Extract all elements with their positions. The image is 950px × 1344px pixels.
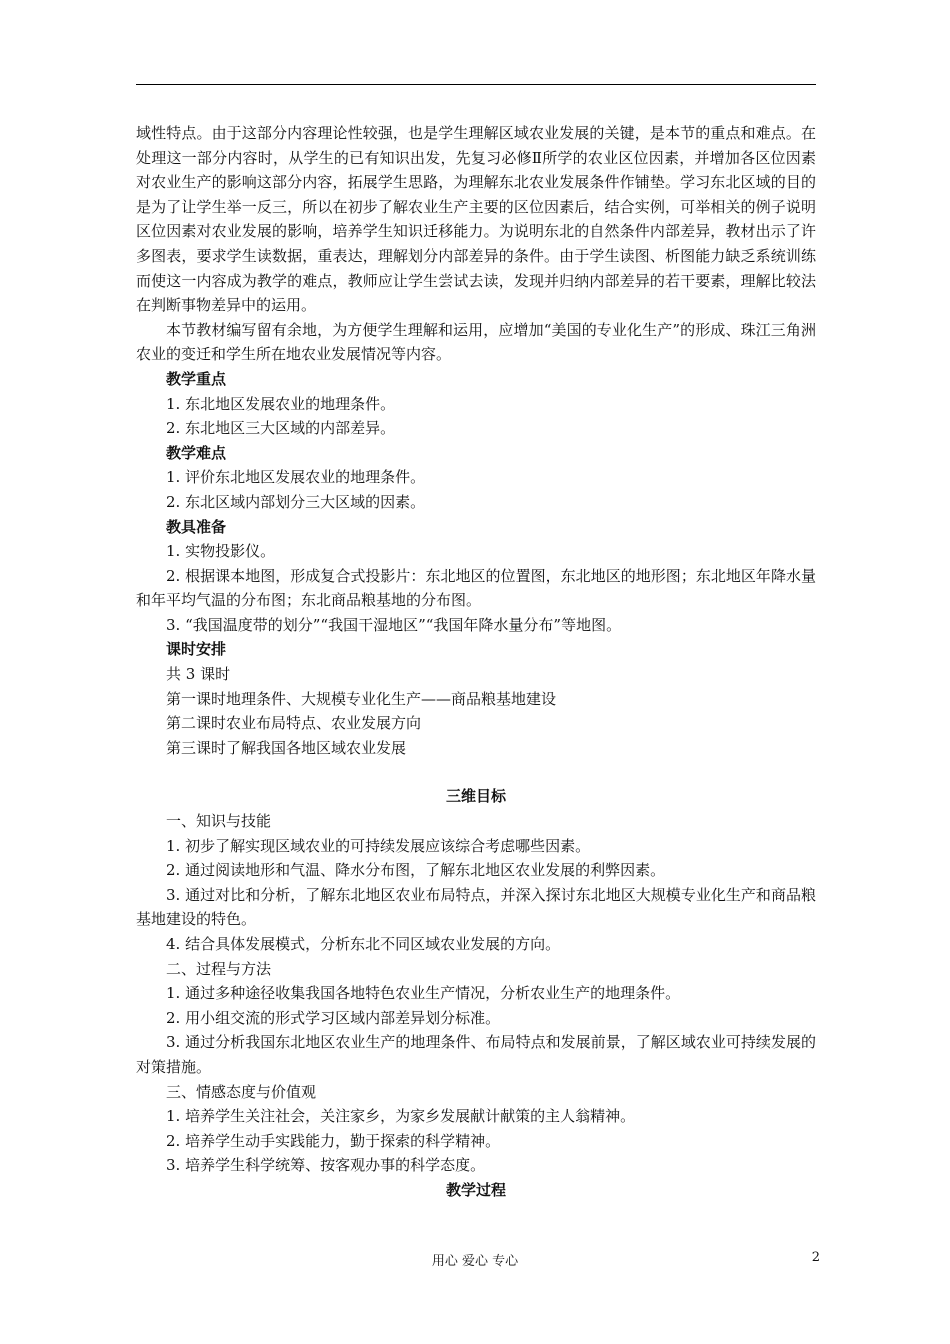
intro-paragraph-2: 本节教材编写留有余地，为方便学生理解和运用，应增加“美国的专业化生产”的形成、珠江三角洲农业的变迁和学生所在地农业发展情况等内容。	[136, 320, 816, 364]
process-item: 1. 通过多种途径收集我国各地特色农业生产情况，分析农业生产的地理条件。	[166, 984, 681, 1003]
page-number: 2	[811, 1250, 820, 1265]
key-points-heading: 教学重点	[166, 369, 227, 388]
intro-paragraph-1: 域性特点。由于这部分内容理论性较强，也是学生理解区域农业发展的关键，是本节的重点和难点。在处理这一部分内容时，从学生的已有知识出发，先复习必修Ⅱ所学的农业区位因素，并增加各区位因素对农业生产的影响这部分内容，拓展学生思路，为理解东北农业发展条件作铺垫。学习东北区域的目的是为了让学生举一反三，所以在初步了解农业生产主要的区位因素后，结合实例，可举相关的例子说明区位因素对农业发展的影响，培养学生知识迁移能力。为说明东北的自然条件内部差异，教材出示了许多图表，要求学生读数据，重表达，理解划分内部差异的条件。由于学生读图、析图能力缺乏系统训练而使这一内容成为教学的难点，教师应让学生尝试去读，发现并归纳内部差异的若干要素，理解比较法在判断事物差异中的运用。	[136, 124, 816, 315]
header-rule	[136, 84, 816, 85]
knowledge-item: 1. 初步了解实现区域农业的可持续发展应该综合考虑哪些因素。	[166, 836, 591, 855]
difficulty-item: 2. 东北区域内部划分三大区域的因素。	[166, 492, 426, 511]
teaching-process-heading: 教学过程	[445, 1180, 506, 1199]
knowledge-item: 2. 通过阅读地形和气温、降水分布图，了解东北地区农业发展的利弊因素。	[166, 861, 666, 880]
tool-item: 3. “我国温度带的划分”“我国干湿地区”“我国年降水量分布”等地图。	[166, 615, 622, 634]
key-point-item: 2. 东北地区三大区域的内部差异。	[166, 419, 396, 438]
tool-item: 1. 实物投影仪。	[166, 542, 276, 561]
schedule-heading: 课时安排	[166, 640, 227, 659]
objectives-heading: 三维目标	[445, 787, 506, 806]
process-title: 二、过程与方法	[166, 959, 272, 978]
attitude-item: 3. 培养学生科学统筹、按客观办事的科学态度。	[166, 1156, 486, 1175]
difficulties-heading: 教学难点	[166, 443, 227, 462]
document-body	[136, 121, 816, 1203]
difficulty-item: 1. 评价东北地区发展农业的地理条件。	[166, 468, 426, 487]
process-item: 3. 通过分析我国东北地区农业生产的地理条件、布局特点和发展前景，了解区域农业可持续发展的对策措施。	[136, 1033, 816, 1076]
knowledge-item: 3. 通过对比和分析，了解东北地区农业布局特点，并深入探讨东北地区大规模专业化生产和商品粮基地建设的特色。	[136, 885, 816, 929]
tool-item: 2. 根据课本地图，形成复合式投影片：东北地区的位置图，东北地区的地形图；东北地区年降水量和年平均气温的分布图；东北商品粮基地的分布图。	[136, 566, 816, 610]
schedule-item: 共 3 课时	[166, 665, 231, 684]
attitude-item: 2. 培养学生动手实践能力，勤于探索的科学精神。	[166, 1131, 501, 1150]
process-item: 2. 用小组交流的形式学习区域内部差异划分标准。	[166, 1008, 501, 1027]
knowledge-title: 一、知识与技能	[166, 812, 272, 831]
tools-heading: 教具准备	[166, 517, 227, 536]
knowledge-item: 4. 结合具体发展模式，分析东北不同区域农业发展的方向。	[166, 935, 561, 953]
section-spacer	[136, 760, 816, 784]
schedule-item: 第二课时农业布局特点、农业发展方向	[166, 714, 422, 733]
footer-motto: 用心 爱心 专心	[431, 1254, 519, 1269]
key-point-item: 1. 东北地区发展农业的地理条件。	[166, 394, 396, 413]
schedule-item: 第一课时地理条件、大规模专业化生产——商品粮基地建设	[166, 689, 557, 708]
schedule-item: 第三课时了解我国各地区域农业发展	[166, 738, 407, 757]
attitude-item: 1. 培养学生关注社会，关注家乡，为家乡发展献计献策的主人翁精神。	[166, 1107, 636, 1126]
attitude-title: 三、情感态度与价值观	[166, 1082, 317, 1101]
